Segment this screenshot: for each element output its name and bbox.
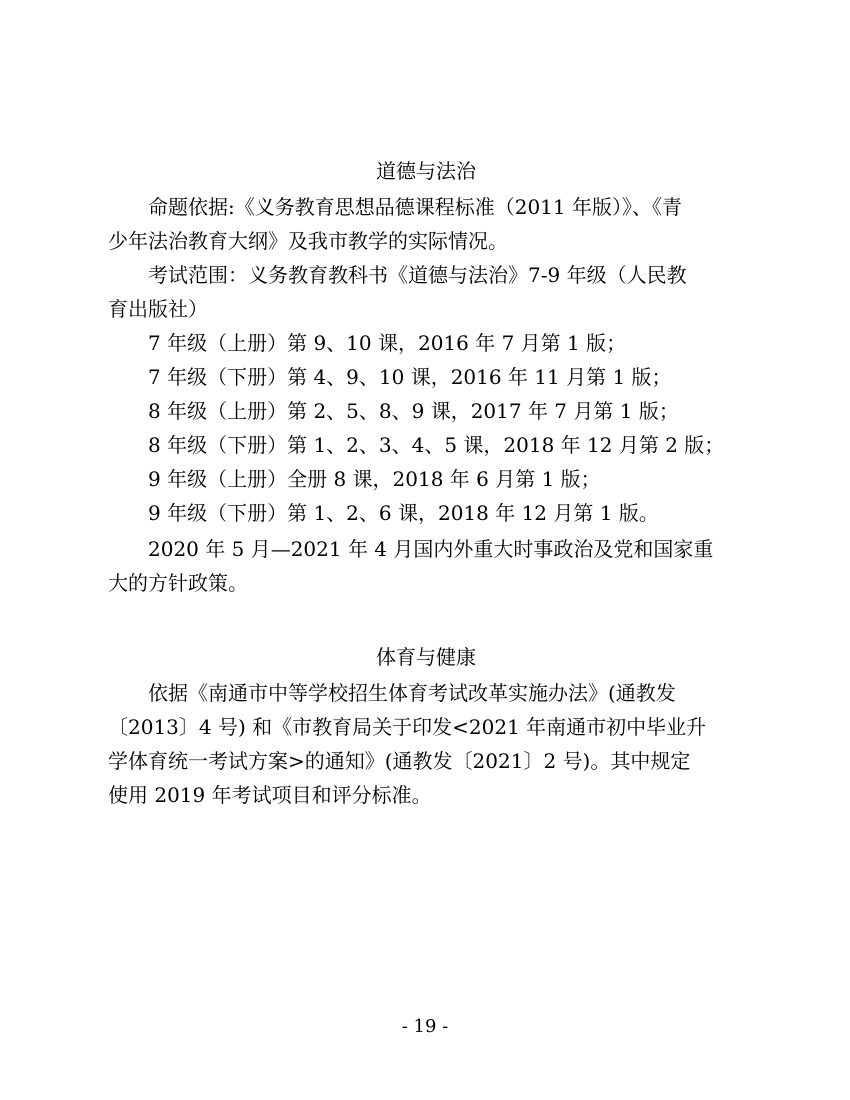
paragraph-line: 考试范围：义务教育教科书《道德与法治》7-9 年级（人民教 [148,263,687,287]
section-title-morality-law: 道德与法治 [376,159,476,183]
paragraph-line: 使用 2019 年考试项目和评分标准。 [108,783,432,807]
textbook-item: 9 年级（下册）第 1、2、6 课，2018 年 12 月第 1 版。 [148,501,659,525]
paragraph-line: 依据《南通市中等学校招生体育考试改革实施办法》(通教发 [148,681,676,705]
paragraph-line: 大的方针政策。 [108,571,248,595]
paragraph-line: 少年法治教育大纲》及我市教学的实际情况。 [108,229,508,253]
section-title-pe-health: 体育与健康 [376,645,476,669]
textbook-item: 7 年级（下册）第 4、9、10 课，2016 年 11 月第 1 版； [148,365,672,389]
paragraph-line: 育出版社） [108,297,208,321]
paragraph-line: 2020 年 5 月—2021 年 4 月国内外重大时事政治及党和国家重 [148,537,714,561]
textbook-item: 7 年级（上册）第 9、10 课，2016 年 7 月第 1 版； [148,331,627,355]
textbook-item: 8 年级（上册）第 2、5、8、9 课，2017 年 7 月第 1 版； [148,399,679,423]
paragraph-line: 学体育统一考试方案>的通知》(通教发〔2021〕2 号)。其中规定 [108,749,691,773]
textbook-item: 8 年级（下册）第 1、2、3、4、5 课，2018 年 12 月第 2 版； [148,433,725,457]
paragraph-line: 〔2013〕4 号) 和《市教育局关于印发<2021 年南通市初中毕业升 [108,715,707,739]
page-number: - 19 - [401,1016,449,1037]
document-page [108,0,744,1100]
paragraph-line: 命题依据:《义务教育思想品德课程标准（2011 年版）》、《青 [148,195,682,219]
textbook-item: 9 年级（上册）全册 8 课，2018 年 6 月第 1 版； [148,467,601,491]
